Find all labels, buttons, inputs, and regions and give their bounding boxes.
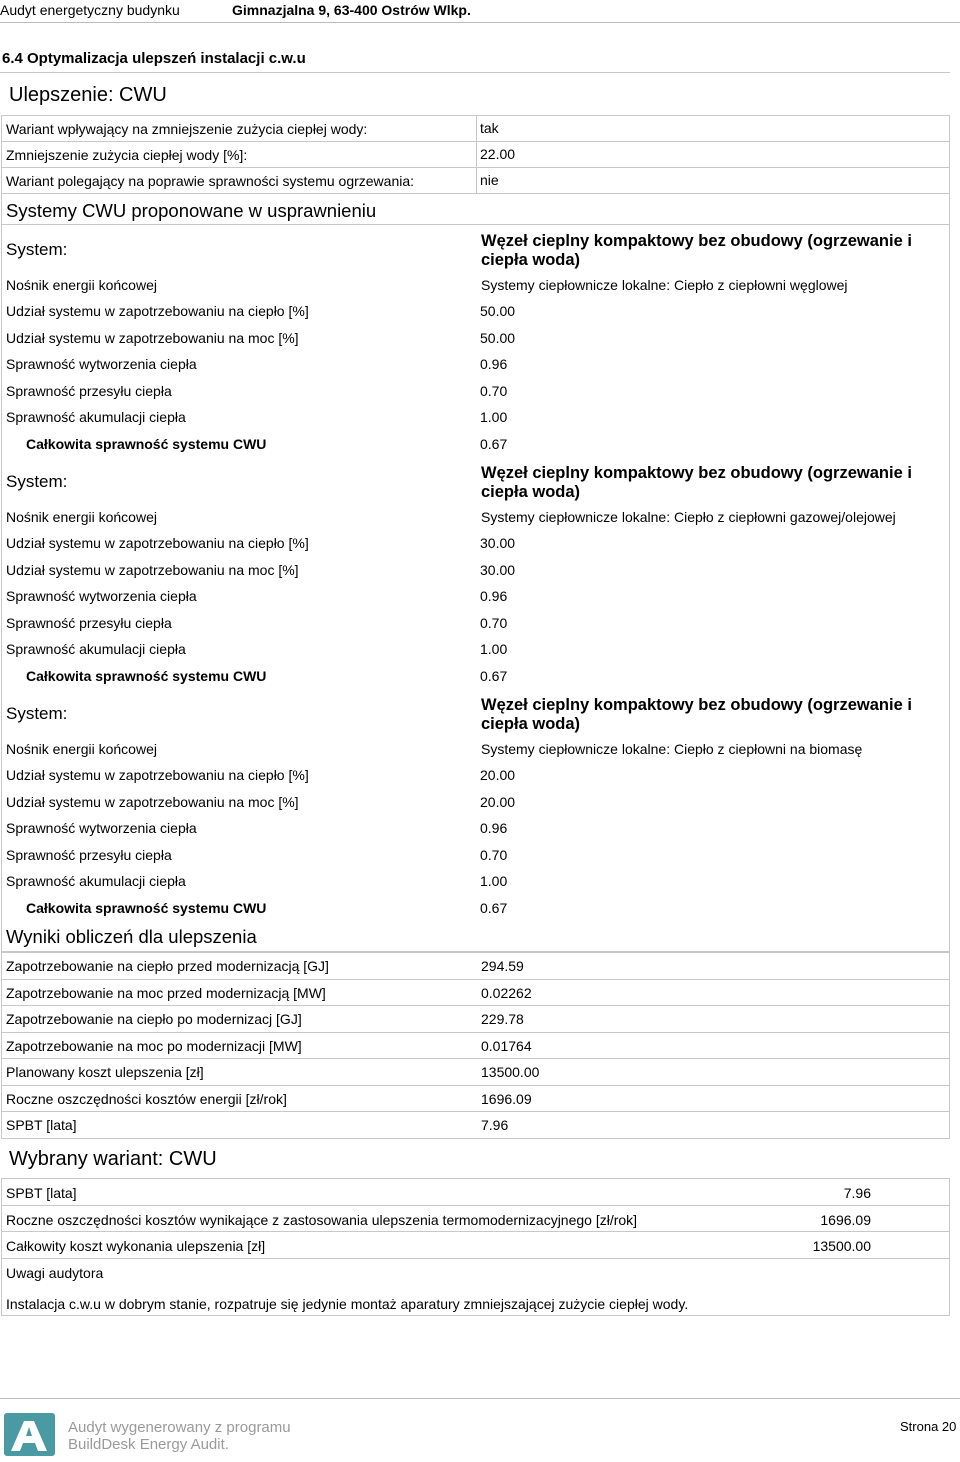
eff-transmission-value: 0.70	[480, 614, 508, 631]
table-row	[2, 379, 949, 405]
table-row	[2, 953, 949, 979]
eff-accumulation-label: Sprawność akumulacji ciepła	[6, 641, 186, 657]
table-row	[2, 1112, 949, 1138]
table-row	[2, 352, 949, 378]
system-name: Węzeł cieplny kompaktowy bez obudowy (ogrzewanie i ciepła woda)	[481, 696, 912, 733]
table-row	[2, 980, 949, 1006]
systems-heading: Systemy CWU proponowane w usprawnieniu	[6, 200, 377, 221]
carrier-value: Systemy ciepłownicze lokalne: Ciepło z ciepłowni gazowej/olejowej	[481, 509, 896, 525]
share-power-label: Udział systemu w zapotrzebowaniu na moc [%]	[6, 793, 299, 810]
section-title: 6.4 Optymalizacja ulepszeń instalacji c.w.u	[2, 50, 306, 67]
result-value: 1696.09	[481, 1090, 532, 1107]
column-divider	[476, 116, 477, 194]
eff-generation-value: 0.96	[480, 588, 508, 604]
result-label: Zapotrzebowanie na ciepło przed modernizacją [GJ]	[6, 958, 329, 974]
result-value: 229.78	[481, 1011, 524, 1027]
result-value: 7.96	[481, 1117, 509, 1133]
table-row	[2, 1006, 949, 1032]
eff-accumulation-label: Sprawność akumulacji ciepła	[6, 409, 186, 425]
eff-total-value: 0.67	[480, 899, 508, 916]
selected-label: Roczne oszczędności kosztów wynikające z zastosowania ulepszenia termomodernizacyjnego [zł/rok]	[6, 1211, 638, 1228]
table-row	[2, 664, 949, 690]
eff-transmission-value: 0.70	[480, 846, 508, 863]
share-heat-label: Udział systemu w zapotrzebowaniu na ciepło [%]	[6, 535, 309, 551]
share-power-value: 20.00	[480, 793, 516, 810]
top-row-label: Wariant polegający na poprawie sprawności systemu ogrzewania:	[6, 173, 415, 189]
eff-total-label: Całkowita sprawność systemu CWU	[26, 667, 267, 684]
result-value: 13500.00	[481, 1064, 540, 1080]
eff-transmission-value: 0.70	[480, 382, 508, 399]
table-row	[2, 843, 949, 869]
buildesk-logo-icon	[4, 1413, 55, 1456]
result-label: SPBT [lata]	[6, 1117, 77, 1133]
carrier-value: Systemy ciepłownicze lokalne: Ciepło z ciepłowni węglowej	[481, 277, 848, 293]
result-label: Zapotrzebowanie na moc przed modernizacją [MW]	[6, 984, 326, 1001]
upgrade-table	[1, 115, 950, 952]
table-row	[2, 1206, 949, 1232]
share-power-label: Udział systemu w zapotrzebowaniu na moc [%]	[6, 561, 299, 578]
result-label: Zapotrzebowanie na moc po modernizacji [MW]	[6, 1037, 302, 1054]
table-row	[2, 1086, 949, 1112]
system-label: System:	[6, 472, 68, 491]
result-value: 0.02262	[481, 984, 532, 1001]
footer-line1: Audyt wygenerowany z programu	[68, 1419, 291, 1436]
system-name: Węzeł cieplny kompaktowy bez obudowy (ogrzewanie i ciepła woda)	[481, 464, 912, 501]
share-power-label: Udział systemu w zapotrzebowaniu na moc [%]	[6, 329, 299, 346]
eff-transmission-label: Sprawność przesyłu ciepła	[6, 614, 172, 631]
share-heat-value: 30.00	[480, 535, 516, 551]
carrier-label: Nośnik energii końcowej	[6, 509, 157, 525]
share-heat-value: 20.00	[480, 767, 516, 783]
header-rule	[0, 22, 960, 23]
result-label: Roczne oszczędności kosztów energii [zł/rok]	[6, 1090, 287, 1107]
eff-generation-label: Sprawność wytworzenia ciepła	[6, 820, 197, 836]
result-value: 0.01764	[481, 1037, 532, 1054]
table-row	[2, 869, 949, 895]
page-number: Strona 20	[900, 1419, 957, 1434]
carrier-label: Nośnik energii końcowej	[6, 741, 157, 757]
eff-generation-label: Sprawność wytworzenia ciepła	[6, 356, 197, 372]
share-power-value: 50.00	[480, 329, 516, 346]
eff-total-label: Całkowita sprawność systemu CWU	[26, 435, 267, 452]
top-row-value: nie	[480, 172, 499, 188]
table-row	[2, 763, 949, 789]
top-row-value: tak	[480, 120, 499, 136]
section-rule	[0, 72, 950, 73]
results-heading: Wyniki obliczeń dla ulepszenia	[6, 926, 257, 947]
remarks-text: Instalacja c.w.u w dobrym stanie, rozpatruje się jedynie montaż aparatury zmniejszającej zużycie ciepłej wody.	[6, 1296, 689, 1312]
share-heat-label: Udział systemu w zapotrzebowaniu na ciepło [%]	[6, 767, 309, 783]
eff-generation-label: Sprawność wytworzenia ciepła	[6, 588, 197, 604]
row-divider	[2, 224, 949, 225]
header-address: Gimnazjalna 9, 63-400 Ostrów Wlkp.	[232, 2, 471, 18]
table-row	[2, 432, 949, 458]
header-left: Audyt energetyczny budynku	[0, 2, 180, 18]
table-row	[2, 584, 949, 610]
footer-rule	[0, 1398, 960, 1399]
result-label: Zapotrzebowanie na ciepło po modernizacj [GJ]	[6, 1011, 302, 1027]
table-row	[2, 790, 949, 816]
table-row	[2, 405, 949, 431]
top-row-value: 22.00	[480, 146, 516, 162]
table-row	[2, 558, 949, 584]
table-row	[2, 737, 949, 761]
table-row	[2, 896, 949, 922]
eff-generation-value: 0.96	[480, 820, 508, 836]
table-row	[2, 326, 949, 352]
share-heat-value: 50.00	[480, 303, 516, 319]
eff-total-value: 0.67	[480, 435, 508, 452]
system-row	[2, 458, 949, 504]
result-label: Planowany koszt ulepszenia [zł]	[6, 1064, 204, 1080]
selected-value: 13500.00	[812, 1238, 871, 1254]
table-row	[2, 505, 949, 529]
carrier-label: Nośnik energii końcowej	[6, 277, 157, 293]
eff-accumulation-value: 1.00	[480, 641, 508, 657]
table-row	[2, 1232, 949, 1258]
table-row	[2, 531, 949, 557]
system-label: System:	[6, 240, 68, 259]
remarks-label: Uwagi audytora	[6, 1265, 104, 1281]
result-value: 294.59	[481, 958, 524, 974]
system-name: Węzeł cieplny kompaktowy bez obudowy (ogrzewanie i ciepła woda)	[481, 232, 912, 269]
selected-label: SPBT [lata]	[6, 1185, 77, 1201]
top-row-label: Zmniejszenie zużycia ciepłej wody [%]:	[6, 147, 248, 163]
eff-generation-value: 0.96	[480, 356, 508, 372]
system-label: System:	[6, 704, 68, 723]
eff-transmission-label: Sprawność przesyłu ciepła	[6, 846, 172, 863]
eff-total-label: Całkowita sprawność systemu CWU	[26, 899, 267, 916]
selected-table	[1, 1178, 950, 1316]
selected-value: 1696.09	[820, 1211, 871, 1228]
selected-title: Wybrany wariant: CWU	[9, 1148, 217, 1170]
results-table	[1, 952, 950, 1139]
table-row	[2, 273, 949, 297]
table-row	[2, 816, 949, 842]
upgrade-title: Ulepszenie: CWU	[9, 84, 167, 106]
table-row	[2, 637, 949, 663]
table-row	[2, 1033, 949, 1059]
selected-label: Całkowity koszt wykonania ulepszenia [zł]	[6, 1238, 266, 1254]
footer-line2: BuildDesk Energy Audit.	[68, 1436, 229, 1453]
table-row	[2, 299, 949, 325]
selected-value: 7.96	[843, 1185, 871, 1201]
table-row	[2, 1179, 949, 1205]
eff-accumulation-label: Sprawność akumulacji ciepła	[6, 873, 186, 889]
app-logo	[4, 1413, 55, 1456]
row-divider	[2, 1258, 949, 1259]
share-power-value: 30.00	[480, 561, 516, 578]
top-row-label: Wariant wpływający na zmniejszenie zużycia ciepłej wody:	[6, 121, 368, 137]
eff-transmission-label: Sprawność przesyłu ciepła	[6, 382, 172, 399]
table-row	[2, 1059, 949, 1085]
eff-accumulation-value: 1.00	[480, 409, 508, 425]
share-heat-label: Udział systemu w zapotrzebowaniu na ciepło [%]	[6, 303, 309, 319]
eff-accumulation-value: 1.00	[480, 873, 508, 889]
eff-total-value: 0.67	[480, 667, 508, 684]
system-row	[2, 690, 949, 736]
table-row	[2, 611, 949, 637]
system-row	[2, 226, 949, 272]
carrier-value: Systemy ciepłownicze lokalne: Ciepło z ciepłowni na biomasę	[481, 741, 863, 757]
